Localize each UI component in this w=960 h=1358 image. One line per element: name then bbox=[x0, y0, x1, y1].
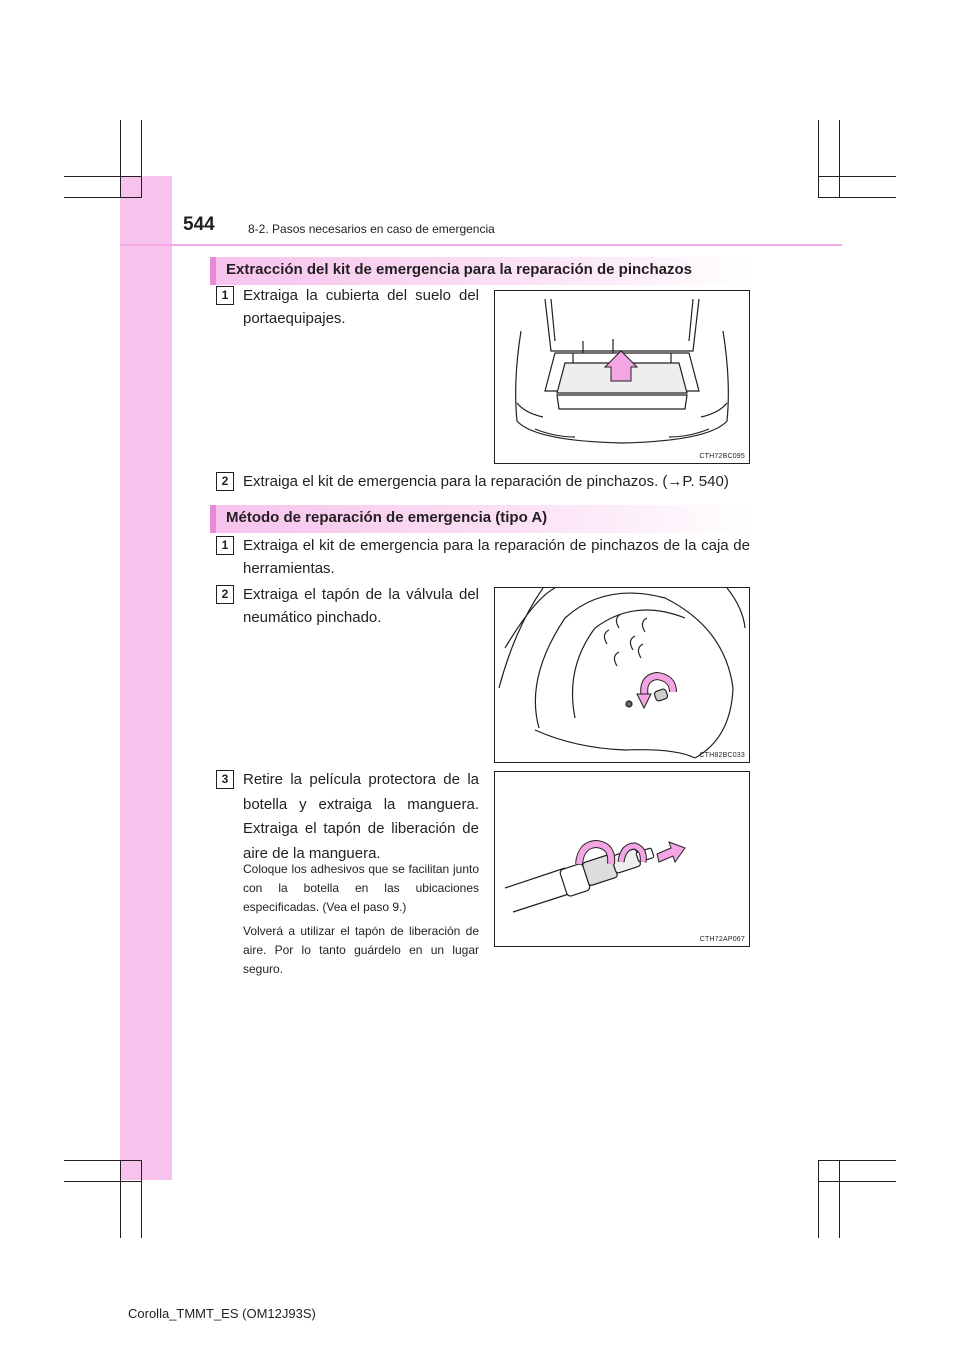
figure-code: CTH82BC033 bbox=[699, 752, 745, 759]
step-text: Extraiga el kit de emergencia para la reparación de pinchazos de la caja de herramientas. bbox=[243, 537, 750, 577]
section-banner-repair-method bbox=[210, 505, 750, 533]
step-badge: 2 bbox=[216, 585, 234, 604]
figure-code: CTH72BC095 bbox=[699, 453, 745, 460]
trunk-illustration bbox=[494, 290, 750, 464]
step-text: Extraiga la cubierta del suelo del portaequipajes. bbox=[243, 287, 479, 327]
pink-side-bar bbox=[120, 176, 172, 1180]
step-text: Retire la película protectora de la botella y extraiga la manguera. Extraiga el tapón de liberación de aire de la manguera. bbox=[243, 771, 479, 862]
tire-valve-illustration bbox=[494, 587, 750, 763]
section-title: Método de reparación de emergencia (tipo A) bbox=[226, 509, 548, 526]
note-text: Coloque los adhesivos que se facilitan junto con la botella en las ubicaciones especificadas. (Vea el paso 9.) bbox=[243, 862, 479, 914]
section-banner-removal bbox=[210, 257, 750, 285]
header-rule bbox=[120, 244, 842, 246]
step-badge: 1 bbox=[216, 286, 234, 305]
note-text: Volverá a utilizar el tapón de liberación de aire. Por lo tanto guárdelo en un lugar seguro. bbox=[243, 924, 479, 976]
step-badge: 1 bbox=[216, 536, 234, 555]
step-text: Extraiga el tapón de la válvula del neumático pinchado. bbox=[243, 586, 479, 626]
section-heading: 8-2. Pasos necesarios en caso de emergencia bbox=[248, 222, 495, 236]
footer-model-code: Corolla_TMMT_ES (OM12J93S) bbox=[128, 1306, 316, 1321]
page-number: 544 bbox=[183, 214, 215, 235]
figure-code: CTH72AP067 bbox=[699, 936, 745, 943]
section-title: Extracción del kit de emergencia para la reparación de pinchazos bbox=[226, 261, 693, 278]
step-badge: 3 bbox=[216, 770, 234, 789]
hose-cap-illustration bbox=[494, 771, 750, 947]
step-text: Extraiga el kit de emergencia para la reparación de pinchazos. (→P. 540) bbox=[243, 473, 729, 490]
step-badge: 2 bbox=[216, 472, 234, 491]
